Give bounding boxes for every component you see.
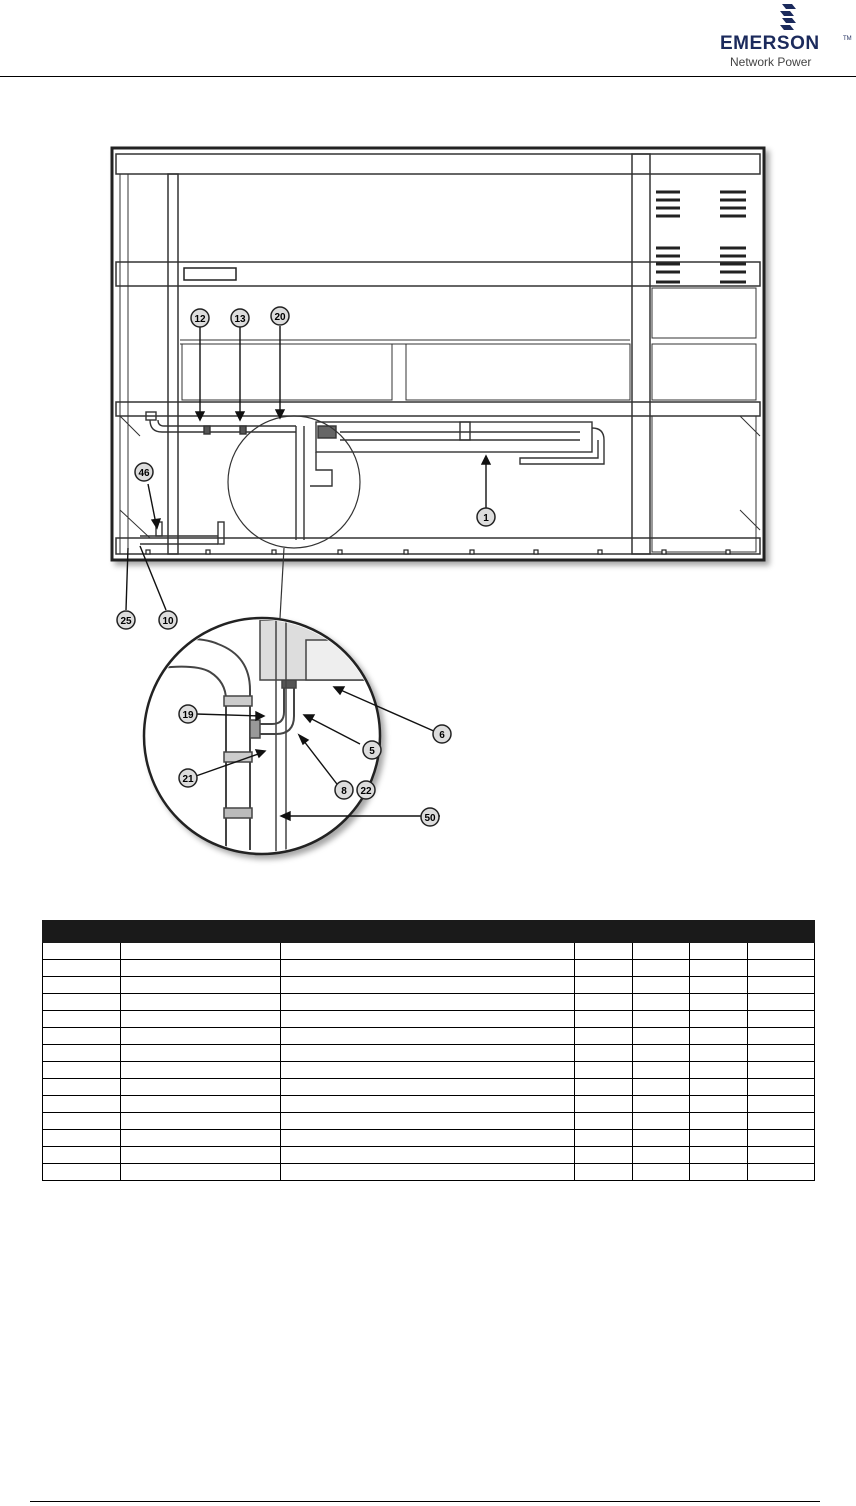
table-cell [281, 960, 575, 977]
table-row [43, 1147, 815, 1164]
svg-text:19: 19 [182, 710, 194, 721]
table-cell [575, 1062, 633, 1079]
table-cell [690, 1096, 748, 1113]
table-cell [575, 943, 633, 960]
callout-6 [433, 725, 451, 743]
table-cell [43, 1028, 121, 1045]
svg-text:13: 13 [234, 314, 246, 325]
table-cell [633, 1062, 690, 1079]
table-cell [43, 1147, 121, 1164]
table-cell [748, 960, 815, 977]
table-cell [43, 1130, 121, 1147]
svg-text:6: 6 [439, 730, 445, 741]
table-cell [748, 1011, 815, 1028]
table-cell [281, 977, 575, 994]
table-cell [575, 1164, 633, 1181]
table-cell [633, 1045, 690, 1062]
table-cell [690, 1130, 748, 1147]
table-cell [690, 960, 748, 977]
table-row [43, 1130, 815, 1147]
table-cell [748, 1096, 815, 1113]
table-cell [121, 977, 281, 994]
table-cell [121, 1164, 281, 1181]
table-cell [43, 1011, 121, 1028]
table-cell [633, 1113, 690, 1130]
svg-text:10: 10 [162, 616, 174, 627]
table-cell [690, 1011, 748, 1028]
column-header [575, 921, 633, 943]
unit-piping-diagram [100, 140, 780, 880]
column-header [690, 921, 748, 943]
table-cell [121, 1045, 281, 1062]
table-cell [121, 1113, 281, 1130]
table-cell [575, 1130, 633, 1147]
table-cell [748, 1164, 815, 1181]
table-cell [43, 960, 121, 977]
table-cell [748, 1079, 815, 1096]
table-cell [748, 1130, 815, 1147]
table-cell [121, 960, 281, 977]
table-cell [575, 1096, 633, 1113]
table-cell [690, 1028, 748, 1045]
table-cell [121, 1079, 281, 1096]
table-cell [121, 943, 281, 960]
callout-12 [191, 309, 209, 327]
table-row [43, 960, 815, 977]
callout-1 [477, 508, 495, 526]
callout-46 [135, 463, 153, 481]
footer-rule [30, 1501, 820, 1502]
table-cell [748, 1028, 815, 1045]
table-cell [575, 977, 633, 994]
table-cell [633, 977, 690, 994]
table-cell [748, 943, 815, 960]
callout-19 [179, 705, 197, 723]
table-cell [633, 1130, 690, 1147]
table-cell [43, 1062, 121, 1079]
table-cell [121, 1147, 281, 1164]
emerson-logo-mark-icon [720, 0, 850, 36]
table-cell [575, 960, 633, 977]
table-cell [43, 1113, 121, 1130]
table-cell [633, 1079, 690, 1096]
table-cell [633, 1147, 690, 1164]
table-cell [633, 1164, 690, 1181]
callout-13 [231, 309, 249, 327]
table-cell [690, 994, 748, 1011]
column-header [281, 921, 575, 943]
column-header [748, 921, 815, 943]
table-cell [690, 1147, 748, 1164]
table-cell [690, 1164, 748, 1181]
table-cell [121, 1011, 281, 1028]
table-cell [748, 1045, 815, 1062]
table-cell [281, 994, 575, 1011]
table-cell [43, 1096, 121, 1113]
column-header [121, 921, 281, 943]
table-cell [690, 1045, 748, 1062]
svg-text:21: 21 [182, 774, 194, 785]
table-row [43, 977, 815, 994]
table-cell [748, 977, 815, 994]
table-cell [633, 1028, 690, 1045]
callout-8 [335, 781, 353, 799]
parts-table [42, 920, 815, 1181]
table-row [43, 1113, 815, 1130]
table-cell [281, 1164, 575, 1181]
table-cell [633, 960, 690, 977]
svg-text:8: 8 [341, 786, 347, 797]
table-row [43, 1045, 815, 1062]
table-row [43, 1096, 815, 1113]
table-row [43, 1028, 815, 1045]
callout-5 [363, 741, 381, 759]
table-cell [121, 1130, 281, 1147]
table-cell [281, 1011, 575, 1028]
cabinet-frame [112, 148, 764, 560]
table-cell [575, 1079, 633, 1096]
table-cell [633, 994, 690, 1011]
table-cell [575, 1028, 633, 1045]
table-row [43, 994, 815, 1011]
svg-text:50: 50 [424, 813, 436, 824]
table-row [43, 1079, 815, 1096]
table-cell [281, 1045, 575, 1062]
table-cell [43, 1164, 121, 1181]
brand-name: EMERSON [720, 33, 820, 54]
table-cell [43, 943, 121, 960]
table-cell [690, 1079, 748, 1096]
svg-text:46: 46 [138, 468, 150, 479]
table-row [43, 943, 815, 960]
parts-table-header [43, 921, 815, 943]
table-cell [43, 1045, 121, 1062]
magnified-detail [144, 618, 400, 870]
table-cell [121, 1096, 281, 1113]
svg-text:12: 12 [194, 314, 206, 325]
table-cell [633, 943, 690, 960]
table-cell [43, 1079, 121, 1096]
column-header [43, 921, 121, 943]
callout-50 [421, 808, 439, 826]
table-cell [43, 977, 121, 994]
parts-table-body [43, 943, 815, 1181]
table-cell [748, 1147, 815, 1164]
emerson-logo [720, 0, 850, 72]
table-cell [690, 1062, 748, 1079]
svg-text:5: 5 [369, 746, 375, 757]
svg-text:20: 20 [274, 312, 286, 323]
table-cell [575, 1011, 633, 1028]
table-cell [633, 1011, 690, 1028]
table-cell [748, 994, 815, 1011]
table-cell [575, 994, 633, 1011]
table-cell [121, 1028, 281, 1045]
table-cell [281, 1130, 575, 1147]
table-cell [575, 1045, 633, 1062]
table-cell [748, 1113, 815, 1130]
table-cell [281, 1147, 575, 1164]
brand-division: Network Power [730, 55, 812, 69]
table-cell [748, 1062, 815, 1079]
table-cell [633, 1096, 690, 1113]
column-header [633, 921, 690, 943]
table-cell [690, 943, 748, 960]
table-cell [281, 1096, 575, 1113]
table-cell [575, 1113, 633, 1130]
svg-text:1: 1 [483, 513, 489, 524]
callout-20 [271, 307, 289, 325]
table-cell [121, 1062, 281, 1079]
callout-10 [159, 611, 177, 629]
table-cell [281, 1113, 575, 1130]
trademark-mark: TM [843, 36, 852, 42]
table-cell [575, 1147, 633, 1164]
callout-22 [357, 781, 375, 799]
svg-text:25: 25 [120, 616, 132, 627]
table-cell [690, 977, 748, 994]
table-row [43, 1011, 815, 1028]
table-cell [43, 994, 121, 1011]
table-cell [281, 1028, 575, 1045]
callout-25 [117, 611, 135, 629]
table-cell [281, 943, 575, 960]
callout-21 [179, 769, 197, 787]
table-cell [281, 1079, 575, 1096]
header-rule [0, 76, 856, 77]
table-cell [690, 1113, 748, 1130]
table-cell [121, 994, 281, 1011]
table-row [43, 1164, 815, 1181]
table-cell [281, 1062, 575, 1079]
table-row [43, 1062, 815, 1079]
svg-text:22: 22 [360, 786, 372, 797]
